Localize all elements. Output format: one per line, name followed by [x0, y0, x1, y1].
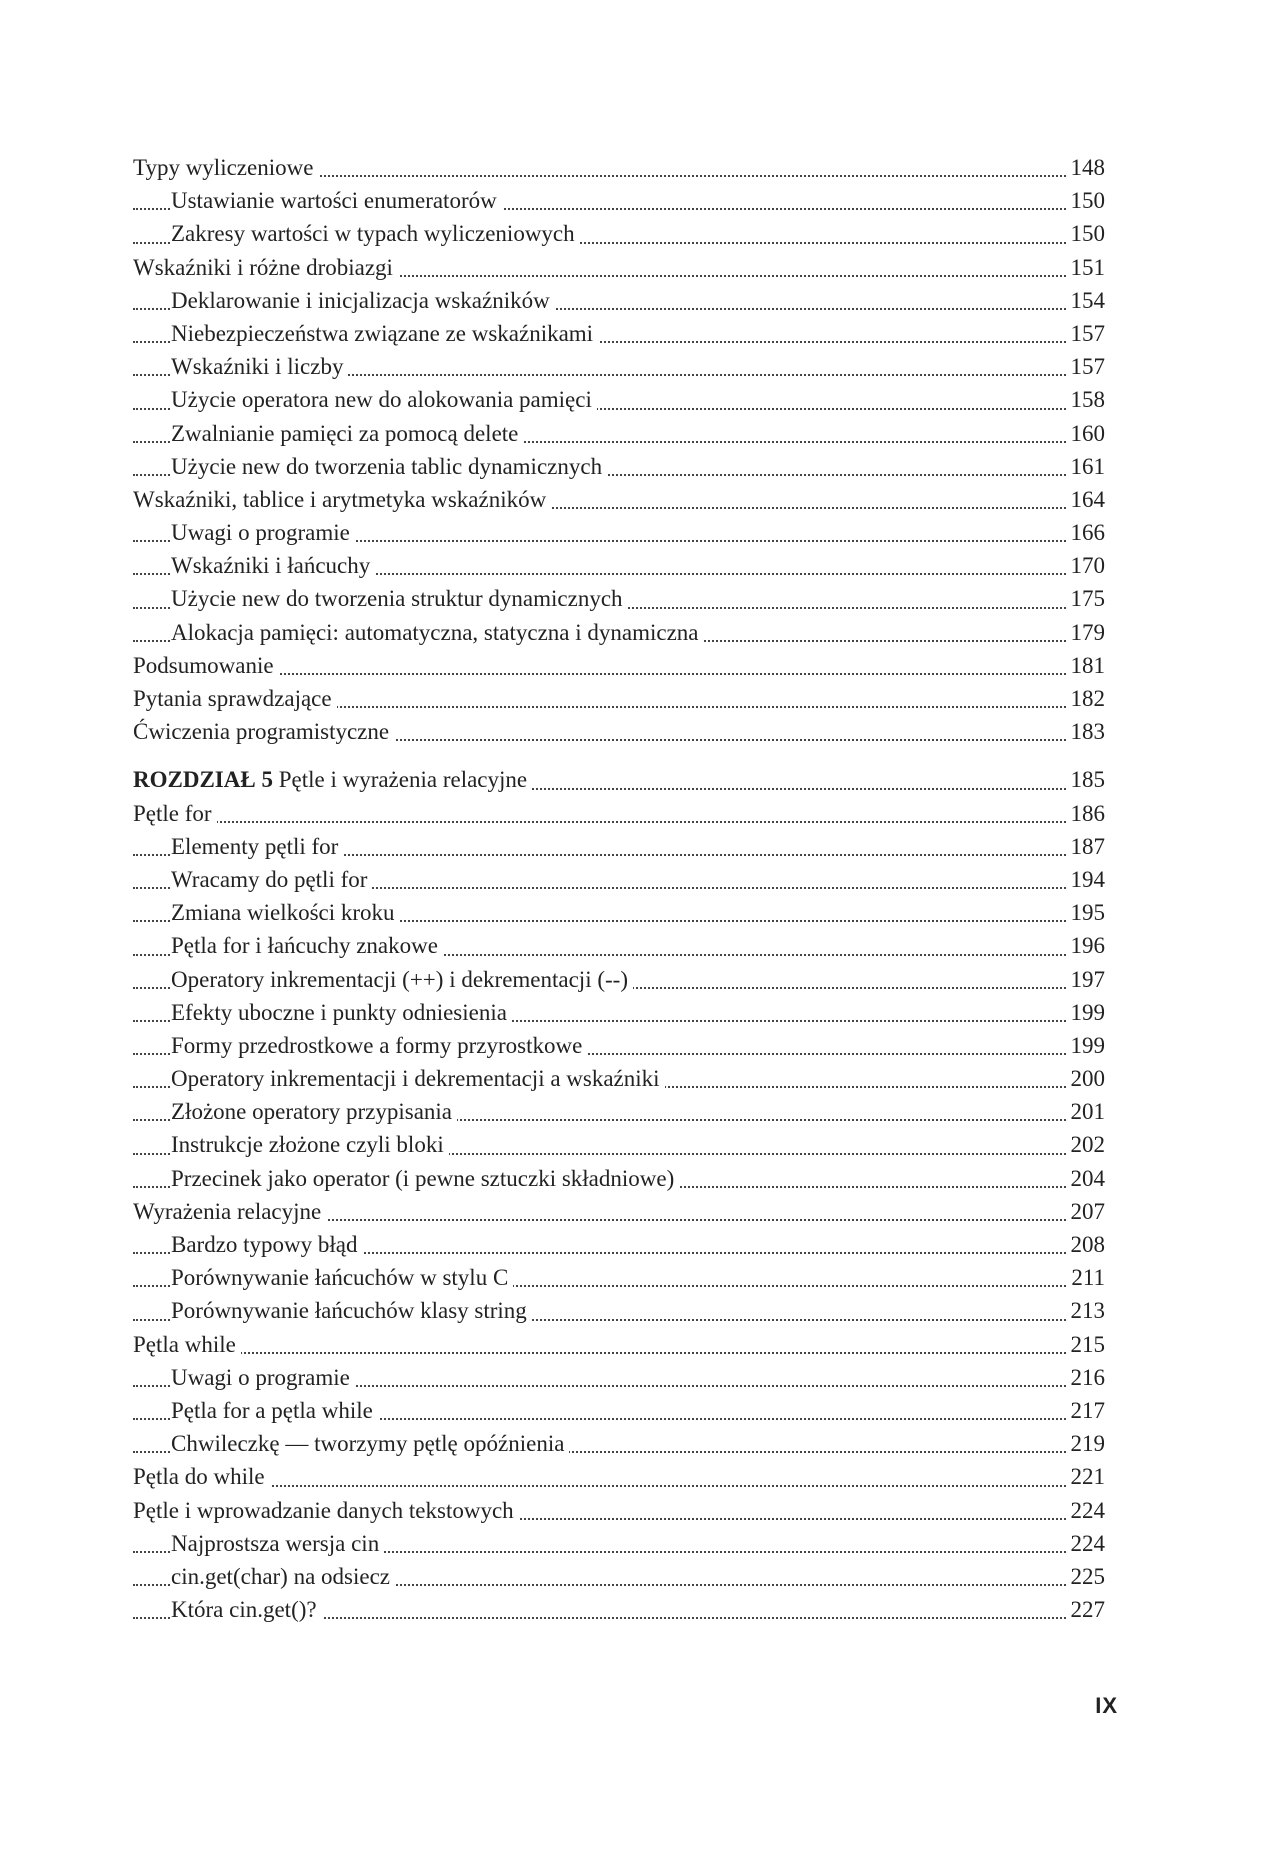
toc-section-entry	[133, 251, 1105, 284]
toc-entry-title: Zwalnianie pamięci za pomocą delete	[171, 417, 523, 450]
toc-page-number: 217	[1066, 1394, 1106, 1427]
toc-page-number: 158	[1066, 383, 1106, 416]
toc-chapter-entry	[133, 763, 1105, 796]
toc-page-number: 185	[1066, 763, 1106, 796]
toc-entry-title: Pętla while	[133, 1328, 241, 1361]
toc-page-number: 207	[1066, 1195, 1106, 1228]
chapter-title: Pętle i wyrażenia relacyjne	[278, 767, 528, 793]
toc-subsection-entry	[133, 1394, 1105, 1427]
toc-entry-title: Chwileczkę — tworzymy pętlę opóźnienia	[171, 1427, 569, 1460]
toc-entry-title: Wskaźniki i liczby	[171, 350, 348, 383]
toc-entry-title: Wskaźniki i różne drobiazgi	[133, 251, 398, 284]
toc-page-number: 194	[1066, 863, 1106, 896]
toc-page-number: 157	[1066, 317, 1106, 350]
toc-section-entry	[133, 1328, 1105, 1361]
toc-page-number: 181	[1066, 649, 1106, 682]
dot-leader	[133, 673, 1105, 675]
toc-page-number: 183	[1066, 715, 1106, 748]
toc-entry-title: Najprostsza wersja cin	[171, 1527, 384, 1560]
toc-section-entry	[133, 483, 1105, 516]
toc-subsection-entry	[133, 516, 1105, 549]
toc-subsection-entry	[133, 1261, 1105, 1294]
toc-entry-title: Zakresy wartości w typach wyliczeniowych	[171, 217, 580, 250]
toc-subsection-entry	[133, 896, 1105, 929]
toc-page-number: 150	[1066, 184, 1106, 217]
toc-entry-title: Użycie new do tworzenia struktur dynamicznych	[171, 582, 628, 615]
toc-page-number: 227	[1066, 1593, 1106, 1626]
toc-page-number: 148	[1066, 151, 1106, 184]
toc-subsection-entry	[133, 1361, 1105, 1394]
toc-entry-title: Pętla for i łańcuchy znakowe	[171, 929, 443, 962]
toc-page-number: 154	[1066, 284, 1106, 317]
toc-page-number: 157	[1066, 350, 1106, 383]
toc-entry-title: Alokacja pamięci: automatyczna, statyczna i dynamiczna	[171, 616, 703, 649]
toc-page-number: 179	[1066, 616, 1106, 649]
toc-entry-title: Operatory inkrementacji (++) i dekrementacji (--)	[171, 963, 633, 996]
toc-page-number: 202	[1066, 1128, 1106, 1161]
toc-entry-title: Operatory inkrementacji i dekrementacji a wskaźniki	[171, 1062, 665, 1095]
toc-page-number: 170	[1066, 549, 1106, 582]
chapter-label: ROZDZIAŁ 5	[133, 767, 273, 793]
toc-subsection-entry	[133, 830, 1105, 863]
toc-page-number: 196	[1066, 929, 1106, 962]
toc-subsection-entry	[133, 450, 1105, 483]
toc-subsection-entry	[133, 317, 1105, 350]
toc-section-entry	[133, 715, 1105, 748]
toc-entry-title: Deklarowanie i inicjalizacja wskaźników	[171, 284, 555, 317]
dot-leader	[133, 1352, 1105, 1354]
toc-entry-title: Instrukcje złożone czyli bloki	[171, 1128, 449, 1161]
toc-entry-title: Pytania sprawdzające	[133, 682, 337, 715]
toc-subsection-entry	[133, 1029, 1105, 1062]
toc-entry-title: Zmiana wielkości kroku	[171, 896, 400, 929]
toc-entry-title: Pętle i wprowadzanie danych tekstowych	[133, 1494, 519, 1527]
toc-subsection-entry	[133, 417, 1105, 450]
toc-page-number: 224	[1066, 1527, 1106, 1560]
toc-entry-title: Wskaźniki i łańcuchy	[171, 549, 375, 582]
toc-entry-title: Wskaźniki, tablice i arytmetyka wskaźników	[133, 483, 551, 516]
toc-page-number: 211	[1066, 1261, 1105, 1294]
toc-entry-title: Podsumowanie	[133, 649, 279, 682]
toc-page-number: 182	[1066, 682, 1106, 715]
toc-page-number: 213	[1066, 1294, 1106, 1327]
toc-subsection-entry	[133, 1294, 1105, 1327]
dot-leader	[133, 821, 1105, 823]
toc-entry-title: Uwagi o programie	[171, 1361, 355, 1394]
toc-entry-title: Porównywanie łańcuchów klasy string	[171, 1294, 532, 1327]
toc-page-number: 224	[1066, 1494, 1106, 1527]
toc-entry-title: Uwagi o programie	[171, 516, 355, 549]
toc-entry-title: Efekty uboczne i punkty odniesienia	[171, 996, 512, 1029]
toc-page-number: 166	[1066, 516, 1106, 549]
toc-section-entry	[133, 649, 1105, 682]
toc-page-number: 164	[1066, 483, 1106, 516]
toc-page-number: 197	[1066, 963, 1106, 996]
toc-entry-title: Pętle for	[133, 797, 217, 830]
toc-entry-title: Elementy pętli for	[171, 830, 343, 863]
toc-entry-title: Wracamy do pętli for	[171, 863, 372, 896]
toc-section-entry	[133, 1494, 1105, 1527]
toc-page-number: 195	[1066, 896, 1106, 929]
toc-page-number: 225	[1066, 1560, 1106, 1593]
toc-entry-title: Użycie new do tworzenia tablic dynamicznych	[171, 450, 607, 483]
toc-subsection-entry	[133, 1560, 1105, 1593]
toc-page-number: 208	[1066, 1228, 1106, 1261]
toc-subsection-entry	[133, 350, 1105, 383]
toc-page-number: 219	[1066, 1427, 1106, 1460]
toc-subsection-entry	[133, 1527, 1105, 1560]
toc-section-entry	[133, 151, 1105, 184]
dot-leader	[133, 1485, 1105, 1487]
toc-entry-title: Typy wyliczeniowe	[133, 151, 318, 184]
toc-entry-title: Użycie operatora new do alokowania pamięci	[171, 383, 597, 416]
toc-entry-title: Ustawianie wartości enumeratorów	[171, 184, 502, 217]
toc-entry-title: cin.get(char) na odsiecz	[171, 1560, 395, 1593]
toc-entry-title: Wyrażenia relacyjne	[133, 1195, 326, 1228]
toc-page-number: 160	[1066, 417, 1106, 450]
toc-entry-title: Przecinek jako operator (i pewne sztuczki składniowe)	[171, 1162, 679, 1195]
toc-page-number: 186	[1066, 797, 1106, 830]
toc-section-entry	[133, 1195, 1105, 1228]
toc-section-entry	[133, 682, 1105, 715]
toc-page-number: 199	[1066, 996, 1106, 1029]
toc-entry-title: Ćwiczenia programistyczne	[133, 715, 394, 748]
toc-entry-title: Pętla do while	[133, 1460, 270, 1493]
toc-page-number: 161	[1066, 450, 1106, 483]
toc-section-entry	[133, 797, 1105, 830]
page-folio: IX	[1095, 1693, 1118, 1718]
toc-subsection-entry	[133, 1593, 1105, 1626]
toc-entry-title: Bardzo typowy błąd	[171, 1228, 363, 1261]
toc-entry-title: Pętla for a pętla while	[171, 1394, 378, 1427]
toc-entry-title: Niebezpieczeństwa związane ze wskaźnikami	[171, 317, 598, 350]
toc-subsection-entry	[133, 383, 1105, 416]
toc-page-number: 150	[1066, 217, 1106, 250]
toc-page-number: 221	[1066, 1460, 1106, 1493]
toc-subsection-entry	[133, 1162, 1105, 1195]
toc-subsection-entry	[133, 1427, 1105, 1460]
toc-subsection-entry	[133, 549, 1105, 582]
toc-page-number: 204	[1066, 1162, 1106, 1195]
toc-subsection-entry	[133, 863, 1105, 896]
toc-page-number: 216	[1066, 1361, 1106, 1394]
toc-entry-title: Porównywanie łańcuchów w stylu C	[171, 1261, 513, 1294]
toc-subsection-entry	[133, 996, 1105, 1029]
toc-subsection-entry	[133, 1128, 1105, 1161]
toc-page-number: 215	[1066, 1328, 1106, 1361]
toc-entry-title	[133, 763, 532, 796]
toc-subsection-entry	[133, 184, 1105, 217]
toc-subsection-entry	[133, 582, 1105, 615]
table-of-contents	[133, 151, 1105, 1626]
toc-page-number: 201	[1066, 1095, 1106, 1128]
toc-subsection-entry	[133, 1228, 1105, 1261]
toc-subsection-entry	[133, 963, 1105, 996]
toc-subsection-entry	[133, 1062, 1105, 1095]
toc-subsection-entry	[133, 616, 1105, 649]
toc-subsection-entry	[133, 284, 1105, 317]
toc-entry-title: Która cin.get()?	[171, 1593, 322, 1626]
toc-section-entry	[133, 1460, 1105, 1493]
toc-subsection-entry	[133, 929, 1105, 962]
toc-entry-title: Złożone operatory przypisania	[171, 1095, 457, 1128]
toc-page-number: 187	[1066, 830, 1106, 863]
toc-entry-title: Formy przedrostkowe a formy przyrostkowe	[171, 1029, 587, 1062]
toc-page-number: 199	[1066, 1029, 1106, 1062]
toc-page-number: 151	[1066, 251, 1106, 284]
toc-page-number: 200	[1066, 1062, 1106, 1095]
toc-subsection-entry	[133, 217, 1105, 250]
toc-subsection-entry	[133, 1095, 1105, 1128]
toc-page-number: 175	[1066, 582, 1106, 615]
